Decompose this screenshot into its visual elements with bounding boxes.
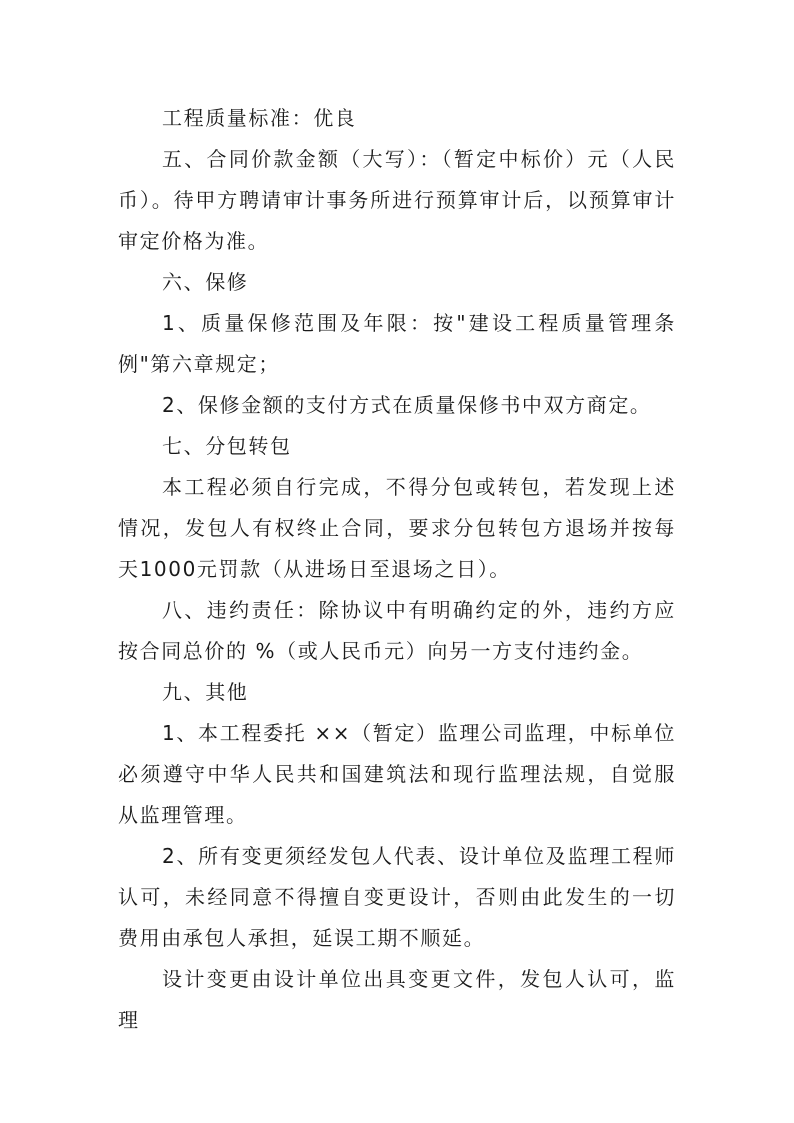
paragraph-breach-liability: 八、违约责任：除协议中有明确约定的外，违约方应按合同总价的 %（或人民币元）向另一方支付违约金。 bbox=[118, 598, 676, 663]
heading-subcontracting: 七、分包转包 bbox=[162, 434, 292, 458]
heading-other: 九、其他 bbox=[162, 680, 249, 704]
paragraph-contract-price: 五、合同价款金额（大写）：（暂定中标价）元（人民币）。待甲方聘请审计事务所进行预算审计后，以预算审计审定价格为准。 bbox=[118, 147, 676, 253]
paragraph-change-documents: 设计变更由设计单位出具变更文件，发包人认可，监理 bbox=[118, 967, 676, 1032]
paragraph-warranty-payment: 2、保修金额的支付方式在质量保修书中双方商定。 bbox=[162, 393, 652, 417]
paragraph-supervision: 1、本工程委托 ××（暂定）监理公司监理，中标单位必须遵守中华人民共和国建筑法和现行监理法规，自觉服从监理管理。 bbox=[118, 721, 676, 827]
heading-warranty: 六、保修 bbox=[162, 270, 249, 294]
paragraph-warranty-scope: 1、质量保修范围及年限：按"建设工程质量管理条例"第六章规定； bbox=[118, 311, 676, 376]
paragraph-quality-standard: 工程质量标准：优良 bbox=[162, 106, 357, 130]
paragraph-design-changes: 2、所有变更须经发包人代表、设计单位及监理工程师认可，未经同意不得擅自变更设计，否则由此发生的一切费用由承包人承担，延误工期不顺延。 bbox=[118, 844, 676, 950]
paragraph-subcontracting: 本工程必须自行完成，不得分包或转包，若发现上述情况，发包人有权终止合同，要求分包转包方退场并按每天1000元罚款（从进场日至退场之日）。 bbox=[118, 475, 676, 581]
document-body bbox=[118, 98, 676, 1041]
